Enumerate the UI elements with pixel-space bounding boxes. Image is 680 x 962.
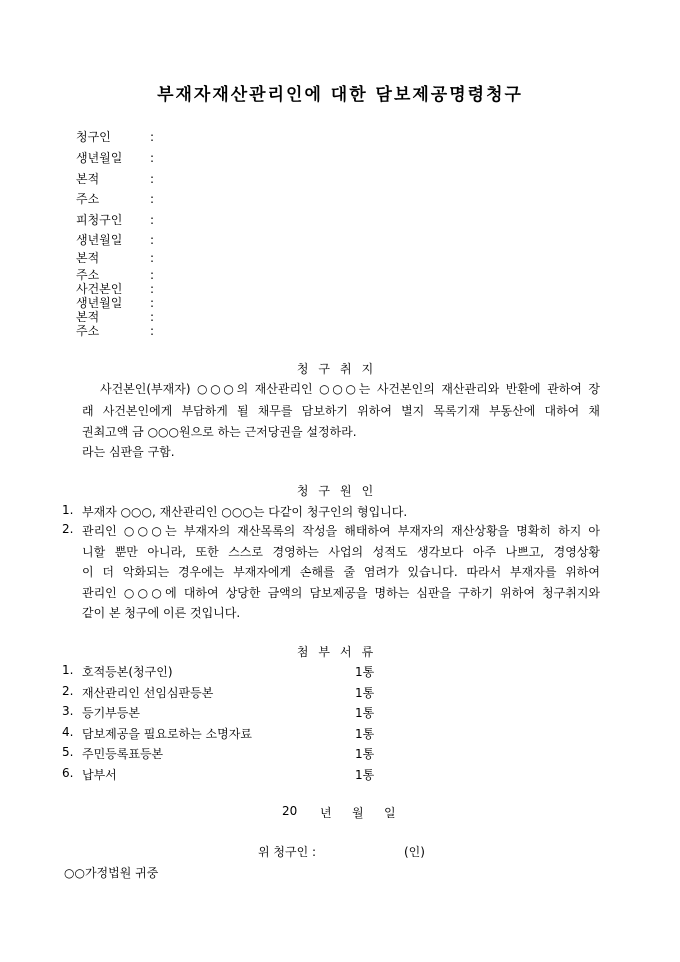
field-label: 생년월일 xyxy=(76,233,123,247)
attachment-name: 재산관리인 선임심판등본 xyxy=(82,686,214,700)
field-colon: : xyxy=(150,296,155,310)
attachment-number: 1. xyxy=(62,663,74,677)
field-label: 본적 xyxy=(76,251,100,265)
attachment-count: 1통 xyxy=(355,768,375,782)
attachment-count: 1통 xyxy=(355,747,375,761)
field-colon: : xyxy=(150,324,155,338)
field-label: 사건본인 xyxy=(76,282,123,296)
cause-line: 같이 본 청구에 이른 것입니다. xyxy=(82,606,241,620)
document-title: 부재자재산관리인에 대한 담보제공명령청구 xyxy=(157,85,523,105)
cause-heading: 청구원인 xyxy=(296,484,384,498)
field-claimant-domicile xyxy=(76,170,154,187)
purpose-line xyxy=(82,402,600,419)
attachment-number: 2. xyxy=(62,684,74,698)
attachment-name: 주민등록표등본 xyxy=(82,747,164,761)
date-year-unit: 년 xyxy=(320,806,332,820)
cause-line-text: 관리인 ○○○는 부재자의 재산목록의 작성을 해태하여 부재자의 재산상황을 명확히 하지 아 xyxy=(82,524,600,538)
field-label: 주소 xyxy=(76,268,100,282)
date-month-unit: 월 xyxy=(352,806,364,820)
attachment-name: 등기부등본 xyxy=(82,706,140,720)
field-claimant xyxy=(76,128,154,145)
attachment-count: 1통 xyxy=(355,706,375,720)
purpose-line-text: 래 사건본인에게 부담하게 될 채무를 담보하기 위하여 별지 목록기재 부동산에 대하여 채 xyxy=(82,404,600,418)
cause-line-text: 니할 뿐만 아니라, 또한 스스로 경영하는 사업의 성적도 생각보다 아주 나쁘고, 경영상황 xyxy=(82,545,600,559)
purpose-heading: 청구취지 xyxy=(296,362,384,376)
field-colon: : xyxy=(150,192,155,206)
field-colon: : xyxy=(150,233,155,247)
field-respondent xyxy=(76,211,154,228)
court-addressee: ○○가정법원 귀중 xyxy=(64,866,159,880)
attachments-heading: 첨부서류 xyxy=(296,645,384,659)
field-colon: : xyxy=(150,268,155,282)
field-colon: : xyxy=(150,213,155,227)
field-label: 주소 xyxy=(76,324,100,338)
cause-item-number: 1. xyxy=(62,503,74,517)
cause-line-text: 관리인 ○○○에 대하여 상당한 금액의 담보제공을 명하는 심판을 구하기 위하여 청구취지와 xyxy=(82,586,600,600)
attachment-count: 1통 xyxy=(355,665,375,679)
purpose-request: 라는 심판을 구함. xyxy=(82,445,175,459)
field-colon: : xyxy=(150,151,155,165)
field-colon: : xyxy=(150,282,155,296)
field-label: 본적 xyxy=(76,172,100,186)
cause-line xyxy=(82,563,600,580)
cause-line-text: 이 더 악화되는 경우에는 부재자에게 손해를 줄 염려가 있습니다. 따라서 부재자를 위하여 xyxy=(82,565,600,579)
field-subject-address xyxy=(76,322,154,339)
attachment-number: 5. xyxy=(62,745,74,759)
cause-line: 부재자 ○○○, 재산관리인 ○○○는 다같이 청구인의 형입니다. xyxy=(82,505,408,519)
field-colon: : xyxy=(150,130,155,144)
attachment-count: 1통 xyxy=(355,727,375,741)
cause-line xyxy=(82,522,600,539)
attachment-number: 4. xyxy=(62,725,74,739)
attachment-number: 3. xyxy=(62,704,74,718)
cause-item-number: 2. xyxy=(62,522,74,536)
cause-line xyxy=(82,543,600,560)
field-label: 피청구인 xyxy=(76,213,123,227)
field-colon: : xyxy=(150,251,155,265)
field-label: 주소 xyxy=(76,192,100,206)
attachment-name: 호적등본(청구인) xyxy=(82,665,173,679)
cause-line xyxy=(82,584,600,601)
field-label: 생년월일 xyxy=(76,296,123,310)
purpose-line xyxy=(100,380,600,397)
field-claimant-birth xyxy=(76,149,154,166)
attachment-name: 담보제공을 필요로하는 소명자료 xyxy=(82,727,252,741)
date-day-unit: 일 xyxy=(384,806,396,820)
purpose-line-text: 사건본인(부재자) ○○○의 재산관리인 ○○○는 사건본인의 재산관리와 반환에 관하여 장 xyxy=(100,382,600,396)
date-year: 20 xyxy=(282,804,298,818)
attachment-count: 1통 xyxy=(355,686,375,700)
attachment-name: 납부서 xyxy=(82,768,117,782)
field-respondent-domicile xyxy=(76,249,154,266)
field-label: 본적 xyxy=(76,310,100,324)
field-label: 청구인 xyxy=(76,130,111,144)
field-colon: : xyxy=(150,172,155,186)
field-colon: : xyxy=(150,310,155,324)
purpose-line: 권최고액 금 ○○○원으로 하는 근저당권을 설정하라. xyxy=(82,425,357,439)
attachment-number: 6. xyxy=(62,766,74,780)
field-label: 생년월일 xyxy=(76,151,123,165)
field-claimant-address xyxy=(76,190,154,207)
field-respondent-birth xyxy=(76,231,154,248)
signature-label: 위 청구인 : xyxy=(258,845,317,859)
signature-seal: (인) xyxy=(404,845,425,859)
